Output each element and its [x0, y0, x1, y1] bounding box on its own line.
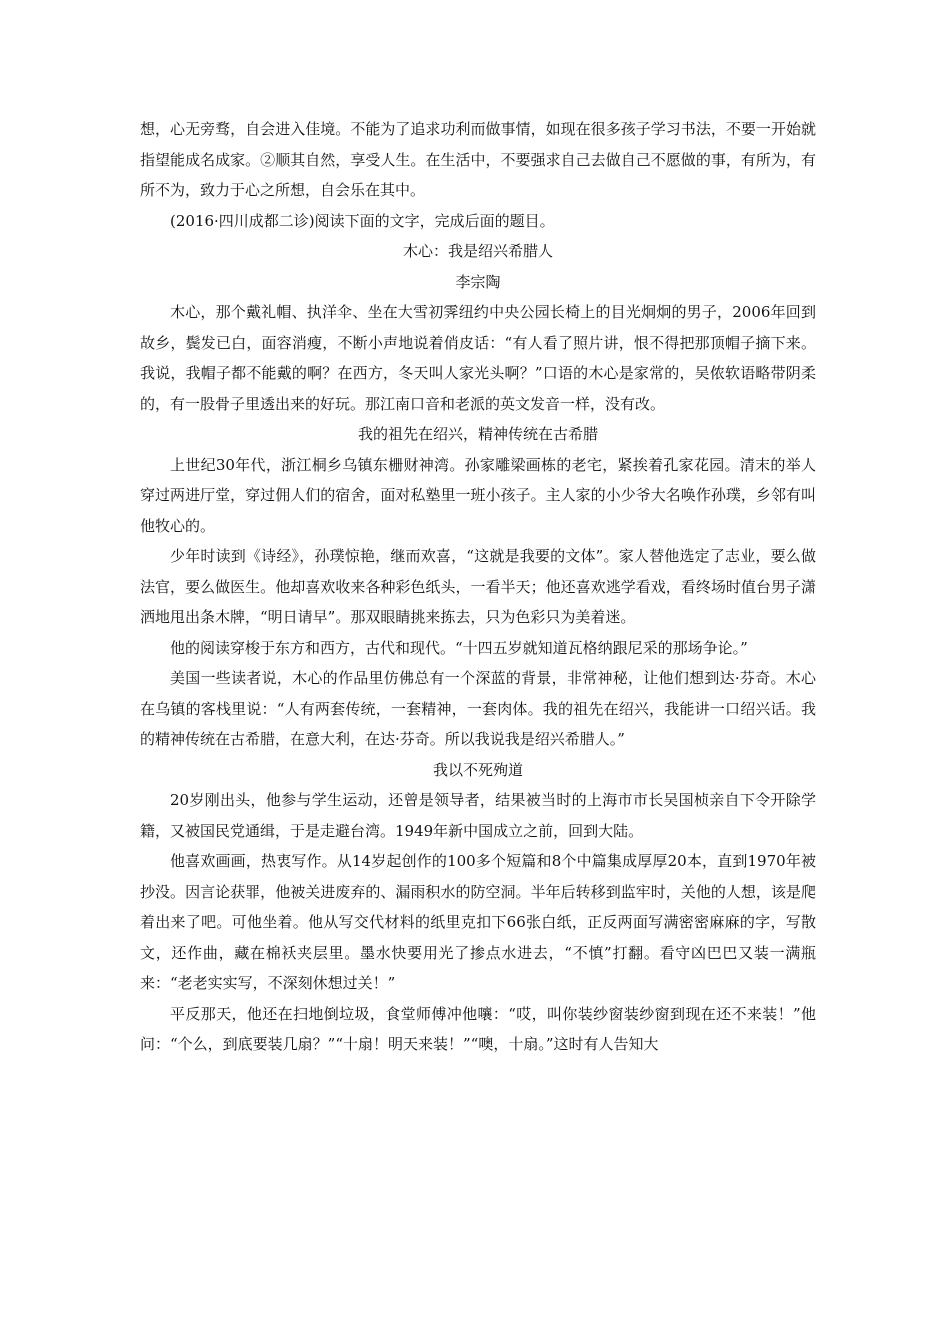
article-title: 木心：我是绍兴希腊人: [402, 242, 553, 260]
paragraph: 上世纪30年代，浙江桐乡乌镇东栅财神湾。孙家雕梁画栋的老宅，紧挨着孔家花园。清末的举人穿过两进厅堂，穿过佣人们的宿舍，面对私塾里一班小孩子。主人家的小少爷大名唤作孙璞，乡邻有叫他牧心的。: [140, 455, 816, 535]
section-heading: 我以不死殉道: [432, 760, 523, 779]
paragraph: 少年时读到《诗经》，孙璞惊艳，继而欢喜，“这就是我要的文体”。家人替他选定了志业，要么做法官，要么做医生。他却喜欢收来各种彩色纸头，一看半天；他还喜欢逃学看戏，看终场时值台男子潇洒地甩出条木牌，“明日请早”。那双眼睛挑来拣去，只为色彩只为美着迷。: [140, 547, 816, 626]
question-prompt: (2016·四川成都二诊)阅读下面的文字，完成后面的题目。: [170, 211, 555, 230]
paragraph: 想，心无旁骛，自会进入佳境。不能为了追求功利而做事情，如现在很多孩子学习书法，不要一开始就指望能成名成家。②顺其自然，享受人生。在生活中，不要强求自己去做自己不愿做的事，有所为，有所不为，致力于心之所想，自会乐在其中。: [140, 120, 816, 199]
paragraph: 他喜欢画画，热衷写作。从14岁起创作的100多个短篇和8个中篇集成厚厚20本，直到1970年被抄没。因言论获罪，他被关进废弃的、漏雨积水的防空洞。半年后转移到监牢时，关他的人想，该是爬着出来了吧。可他坐着。他从写交代材料的纸里克扣下66张白纸，正反两面写满密密麻麻的字，写散文，还作曲，藏在棉袄夹层里。墨水快要用光了掺点水进去，“不慎”打翻。看守凶巴巴又装一满瓶来：“老老实实写，不深刻休想过关！”: [140, 852, 816, 992]
paragraph: 木心，那个戴礼帽、执洋伞、坐在大雪初霁纽约中央公园长椅上的目光炯炯的男子，2006年回到故乡，鬓发已白，面容消瘦，不断小声地说着俏皮话：“有人看了照片讲，恨不得把那顶帽子摘下来。我说，我帽子都不能戴的啊？在西方，冬天叫人家光头啊？”口语的木心是家常的，吴侬软语略带阴柔的，有一股骨子里透出来的好玩。那江南口音和老派的英文发音一样，没有改。: [140, 303, 816, 413]
document-body: [140, 114, 816, 1060]
article-author: 李宗陶: [455, 272, 501, 291]
section-heading: 我的祖先在绍兴，精神传统在古希腊: [357, 425, 598, 443]
paragraph: 他的阅读穿梭于东方和西方，古代和现代。“十四五岁就知道瓦格纳跟尼采的那场争论。”: [170, 638, 748, 657]
paragraph: 20岁刚出头，他参与学生运动，还曾是领导者，结果被当时的上海市市长吴国桢亲自下令开除学籍，又被国民党通缉，于是走避台湾。1949年新中国成立之前，回到大陆。: [140, 791, 816, 840]
paragraph: 美国一些读者说，木心的作品里仿佛总有一个深蓝的背景，非常神秘，让他们想到达·芬奇。木心在乌镇的客栈里说：“人有两套传统，一套精神，一套肉体。我的祖先在绍兴，我能讲一口绍兴话。我的精神传统在古希腊，在意大利，在达·芬奇。所以我说我是绍兴希腊人。”: [140, 669, 816, 748]
paragraph: 平反那天，他还在扫地倒垃圾，食堂师傅冲他嚷：“哎，叫你装纱窗装纱窗到现在还不来装！”他问：“个么，到底要装几扇？”“十扇！明天来装！”“噢，十扇。”这时有人告知大: [140, 1004, 816, 1053]
